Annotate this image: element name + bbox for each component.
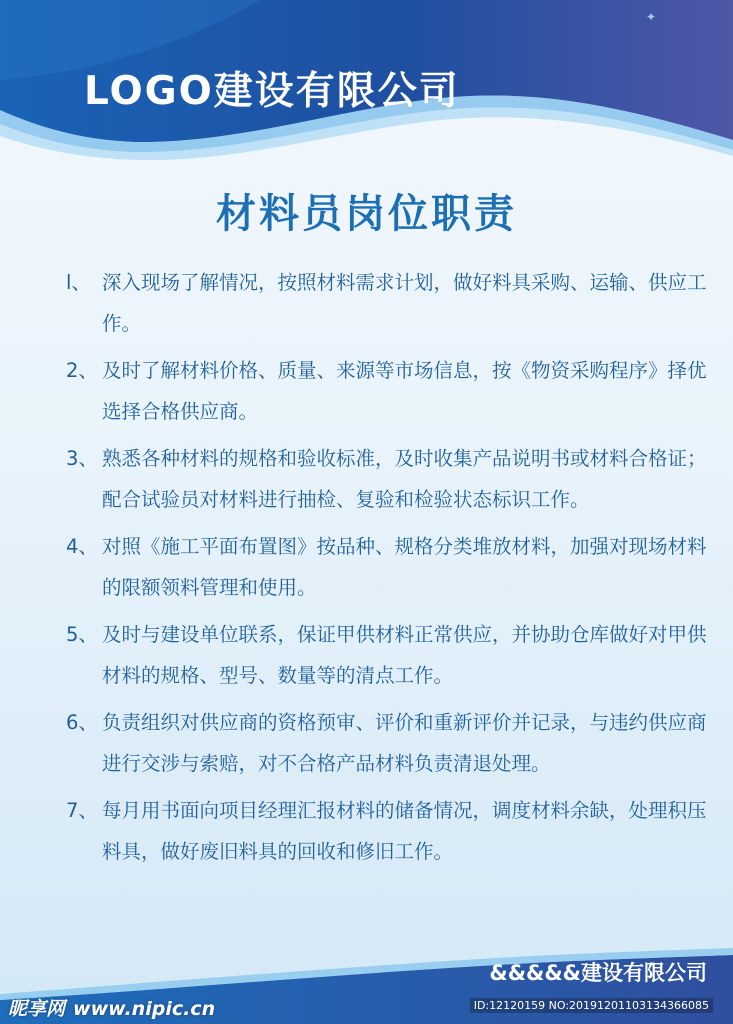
duty-item [66,438,716,520]
duty-number: 3、 [66,447,98,470]
duty-item [66,614,716,696]
duty-number: 4、 [66,535,98,558]
duty-item [66,526,716,608]
watermark-url: www.nipic.cn [73,998,216,1020]
duty-item [66,702,716,784]
page-title: 材料员岗位职责 [216,191,517,237]
duty-number: 5、 [66,623,98,646]
duty-item [66,262,716,344]
duty-text: 负责组织对供应商的资格预审、评价和重新评价并记录，与违约供应商进行交涉与索赔，对不合格产品材料负责清退处理。 [102,711,707,775]
sparkle-icon: ✦ [646,10,657,24]
duty-text: 及时与建设单位联系，保证甲供材料正常供应，并协助仓库做好对甲供材料的规格、型号、数量等的清点工作。 [102,623,707,687]
duty-number: 2、 [66,359,98,382]
watermark-brand-name: 昵享网 [8,998,66,1020]
duty-text: 深入现场了解情况，按照材料需求计划，做好料具采购、运输、供应工作。 [102,271,707,335]
duty-item [66,350,716,432]
company-header: LOGO建设有限公司 [84,69,460,114]
duty-item [66,790,716,872]
duty-text: 及时了解材料价格、质量、来源等市场信息，按《物资采购程序》择优选择合格供应商。 [102,359,707,423]
watermark-brand [8,994,223,1021]
duty-text: 对照《施工平面布置图》按品种、规格分类堆放材料，加强对现场材料的限额领料管理和使用。 [102,535,707,599]
duty-text: 熟悉各种材料的规格和验收标准，及时收集产品说明书或材料合格证；配合试验员对材料进行抽检、复验和检验状态标识工作。 [102,447,707,511]
duty-number: 7、 [66,799,98,822]
watermark-id: ID:12120159 NO:20191201103134366085 [470,998,713,1013]
duty-number: l、 [66,271,91,294]
footer-company: &&&&&建设有限公司 [489,961,707,985]
duty-text: 每月用书面向项目经理汇报材料的储备情况，调度材料余缺，处理积压料具，做好废旧料具的回收和修旧工作。 [102,799,707,863]
duty-list [66,262,716,878]
duty-number: 6、 [66,711,98,734]
